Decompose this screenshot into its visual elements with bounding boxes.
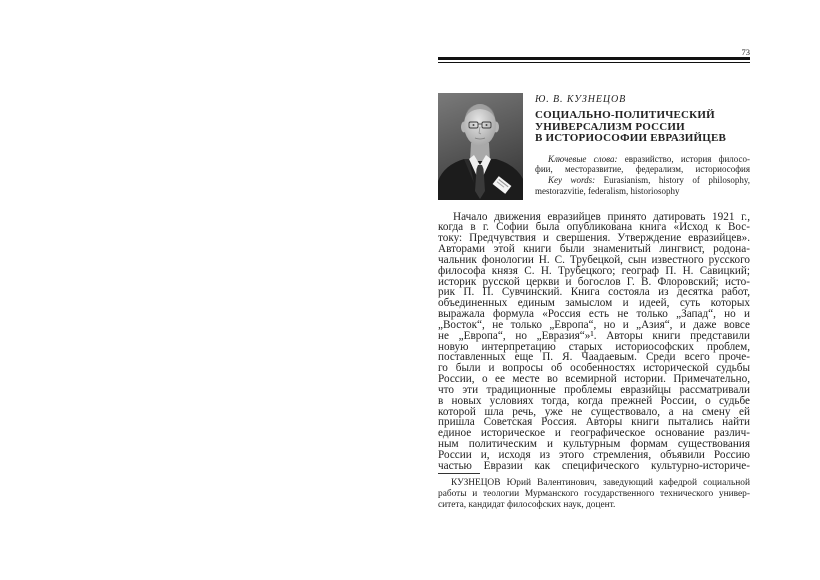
author-photo [438,93,523,200]
body-line: историк русской церкви и богослов Г. В. Флоровский; исто- [438,275,750,288]
body-line: в новых условиях тогда, когда прежней России, о судьбе [438,394,750,407]
body-line: Авторами этой книги были знаменитый лингвист, родона- [438,243,750,256]
body-line: объединенных единым замыслом и идеей, суть которых [438,297,750,310]
body-line: поставленных еще П. Я. Чаадаевым. Среди всего проче- [438,351,750,364]
body-line: Начало движения евразийцев принято датировать 1921 г., [453,210,750,223]
article-title [535,110,726,145]
body-line: не „Европа“, но „Евразия“»¹. Авторы книги представили [438,329,750,342]
body-line: России, о ее месте во всемирной истории. Примечательно, [438,373,750,386]
author-portrait-photo-icon [438,93,523,200]
keywords-ru-label: Ключевые слова: [548,153,618,164]
footnote-line: работы и теологии Мурманского государственного технического универ- [438,488,750,499]
keywords-ru-line [535,154,750,165]
keywords-en-label: Key words: [548,174,596,185]
keywords-block [535,154,750,197]
keywords-ru-text: евразийство, история филосо- [624,153,750,164]
body-line: России и, исходя из этого стремления, объявили Россию [438,448,750,461]
body-line: рик П. П. Сувчинский. Книга состояла из десятка работ, [438,286,750,299]
body-line: чальник фонологии Н. С. Трубецкой, сын известного русского [438,253,750,266]
keywords-en-text: Eurasianism, history of philosophy, [603,174,750,185]
body-line: которой шла речь, уже не существовало, а на смену ей [438,405,750,418]
title-line: СОЦИАЛЬНО-ПОЛИТИЧЕСКИЙ [535,109,715,121]
body-line: току: Предчувствия и свершения. Утверждение евразийцев». [438,232,750,245]
body-line: выражала формула «Россия есть не только „Запад“, но и [438,308,750,321]
body-line: новую интерпретацию старых историософских проблем, [438,340,750,353]
body-line: частью Евразии как специфического культурно-историче- [438,459,750,472]
body-line: что эти традиционные проблемы евразийцы рассматривали [438,383,750,396]
body-line: ным политическим и культурным формам существования [438,437,750,450]
author-footnote [438,478,750,511]
body-line: го были и вопросы об особенностях исторической судьбы [438,362,750,375]
title-line: В ИСТОРИОСОФИИ ЕВРАЗИЙЦЕВ [535,132,727,145]
body-line: пришла Советская Россия. Авторы книги пытались найти [438,416,750,429]
article-body [438,212,750,472]
body-line: единое историческое и географическое основание различ- [438,427,750,440]
header-rule-thick [438,57,750,60]
footnote-line: КУЗНЕЦОВ Юрий Валентинович, заведующий кафедрой социальной [451,477,750,488]
article-author: Ю. В. КУЗНЕЦОВ [535,94,627,105]
body-line: когда в г. Софии была опубликована книга «Исход к Вос- [438,221,750,234]
keywords-en-line: mestorazvitie, federalism, historiosophy [535,185,680,196]
title-line: УНИВЕРСАЛИЗМ РОССИИ [535,120,685,133]
body-line: философа князя С. Н. Трубецкого; географ П. Н. Савицкий; [438,264,750,277]
footnote-rule [438,473,480,474]
header-rule-thin [438,62,750,63]
footnote-line: ситета, кандидат философских наук, доцент. [438,499,616,510]
keywords-en-line [535,175,750,186]
body-line: „Восток“, не только „Европа“, но и „Азия“, и даже вовсе [438,318,750,331]
keywords-ru-line: фии, месторазвитие, федерализм, историософия [535,164,750,175]
page-number: 73 [741,47,750,57]
